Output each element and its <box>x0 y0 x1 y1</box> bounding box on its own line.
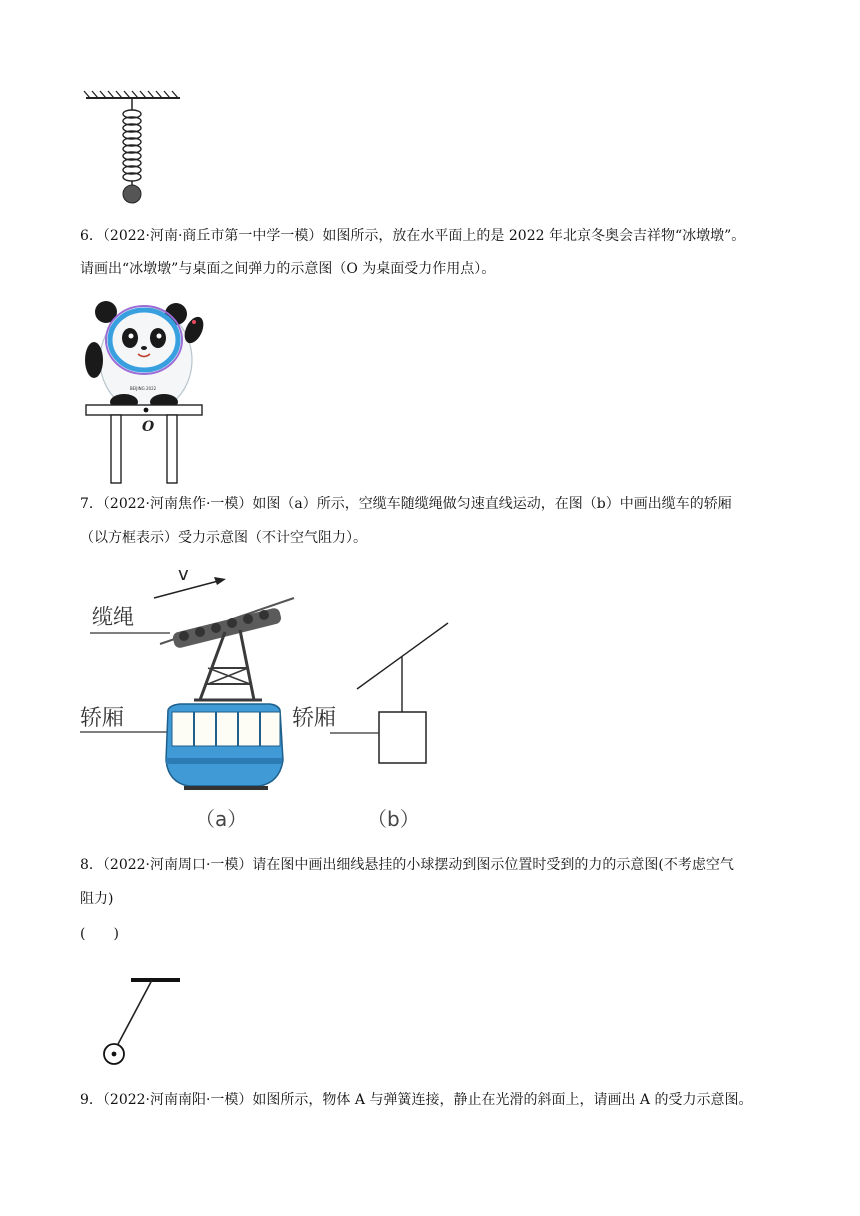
cable-label: 缆绳 <box>92 605 134 629</box>
point-o-label: O <box>142 419 155 435</box>
cabin-label-a: 轿厢 <box>80 706 125 731</box>
cabin-label-b: 轿厢 <box>292 706 337 731</box>
caption-a: （a） <box>195 807 248 831</box>
table <box>86 405 202 483</box>
q7-text-line2: （以方框表示）受力示意图（不计空气阻力）。 <box>80 530 367 546</box>
q8-answer-blank[interactable]: ( ) <box>80 926 119 942</box>
spring-coil <box>123 110 141 181</box>
svg-text:BEIJING 2022: BEIJING 2022 <box>129 386 157 391</box>
mascot-illustration <box>85 301 207 412</box>
q7-text-line1: 7．（2022·河南焦作·一模）如图（a）所示，空缆车随缆绳做匀速直线运动，在图（b）中画出缆车的轿厢 <box>80 496 732 512</box>
q8-text-line2: 阻力) <box>80 891 114 907</box>
velocity-label: v <box>178 564 189 585</box>
q6-text-line2: 请画出“冰墩墩”与桌面之间弹力的示意图（O 为桌面受力作用点）。 <box>80 261 496 277</box>
velocity-arrowhead <box>214 577 226 585</box>
cabin-a <box>166 704 283 790</box>
force-point-o <box>144 408 149 413</box>
caption-b: （b） <box>367 807 420 831</box>
string <box>117 980 152 1046</box>
pulley-assembly <box>172 607 283 649</box>
cabin-box-b <box>379 712 426 763</box>
q6-text-line1: 6．（2022·河南·商丘市第一中学一模）如图所示，放在水平面上的是 2022 年北京冬奥会吉祥物“冰墩墩”。 <box>80 228 746 244</box>
cable-car-figure <box>80 560 440 840</box>
q9-text-line1: 9．（2022·河南南阳·一模）如图所示，物体 A 与弹簧连接，静止在光滑的斜面上，请画出 A 的受力示意图。 <box>80 1092 753 1108</box>
hanging-ball <box>123 185 141 203</box>
bing-dwen-dwen-figure <box>80 290 210 486</box>
spring-figure <box>80 90 190 210</box>
q8-text-line1: 8．（2022·河南周口·一模）请在图中画出细线悬挂的小球摆动到图示位置时受到的力的示意图(不考虑空气 <box>80 857 734 873</box>
pendulum-figure <box>96 968 196 1068</box>
